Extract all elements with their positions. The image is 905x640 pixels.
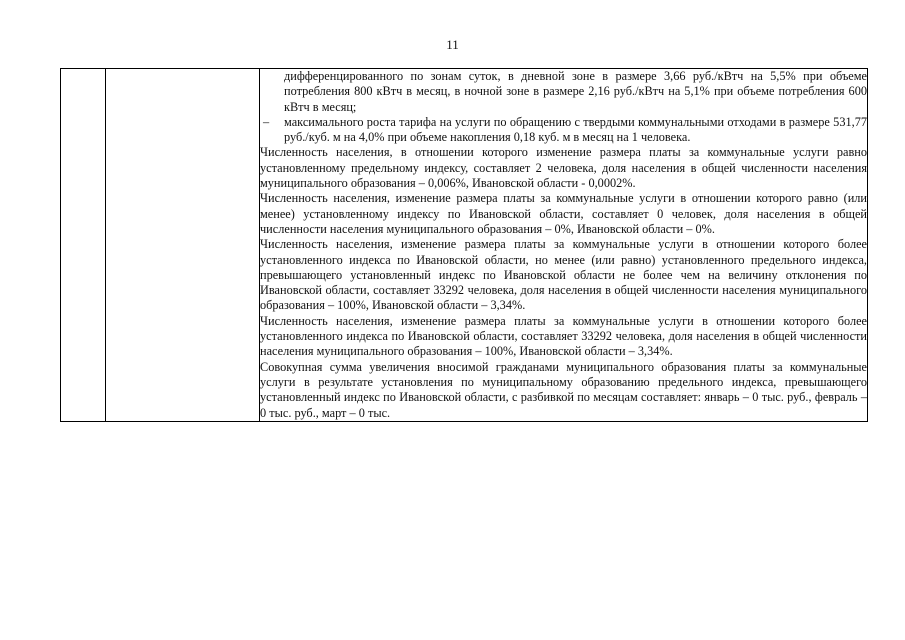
table-row bbox=[61, 69, 868, 422]
paragraph-population-between-index: Численность населения, изменение размера платы за коммунальные услуги в отношении которого более установленного индекса по Ивановской области, но менее (или равно) установленного предельного индекса, превышающего установленный индекс по Ивановской области не более чем на величину отклонения по Ивановской области, составляет 33292 человека, доля населения в общей численности населения муниципального образования – 100%, Ивановской области – 3,34%. bbox=[260, 237, 867, 313]
table-cell-name bbox=[106, 69, 260, 422]
document-table bbox=[60, 68, 868, 422]
paragraph-population-below-index: Численность населения, изменение размера платы за коммунальные услуги в отношении которого равно (или менее) установленному индексу по Ивановской области, составляет 0 человек, доля населения в общей численности населения муниципального образования – 0%, Ивановской области – 0%. bbox=[260, 191, 867, 236]
paragraph-population-equal-limit: Численность населения, в отношении которого изменение размера платы за коммунальные услуги равно установленному предельному индексу, составляет 2 человека, доля населения в общей численности населения муниципального образования – 0,006%, Ивановской области - 0,0002%. bbox=[260, 145, 867, 191]
bullet-item-electricity: дифференцированного по зонам суток, в дневной зоне в размере 3,66 руб./кВтч на 5,5% при объеме потребления 800 кВтч в месяц, в ночной зоне в размере 2,16 руб./кВтч на 5,1% при объеме потребления 600 кВтч в месяц; bbox=[284, 69, 867, 114]
dash-marker: – bbox=[263, 114, 270, 129]
page-number: 11 bbox=[446, 37, 459, 52]
bullet-item-waste bbox=[260, 115, 867, 146]
table-cell-description bbox=[260, 69, 868, 422]
table-cell-number bbox=[61, 69, 106, 422]
bullet-item-waste-text: максимального роста тарифа на услуги по обращению с твердыми коммунальными отходами в размере 531,77 руб./куб. м на 4,0% при объеме накопления 0,18 куб. м в месяц на 1 человека. bbox=[284, 114, 867, 145]
paragraph-total-increase: Совокупная сумма увеличения вносимой гражданами муниципального образования платы за коммунальные услуги в результате установления по муниципальному образованию предельного индекса, превышающего установленный индекс по Ивановской области, с разбивкой по месяцам составляет: январь – 0 тыс. руб., февраль – 0 тыс. руб., март – 0 тыс. bbox=[260, 359, 867, 420]
paragraph-population-above-index: Численность населения, изменение размера платы за коммунальные услуги в отношении которого более установленного индекса по Ивановской области, составляет 33292 человека, доля населения в общей численности населения муниципального образования – 100%, Ивановской области – 3,34%. bbox=[260, 313, 867, 359]
